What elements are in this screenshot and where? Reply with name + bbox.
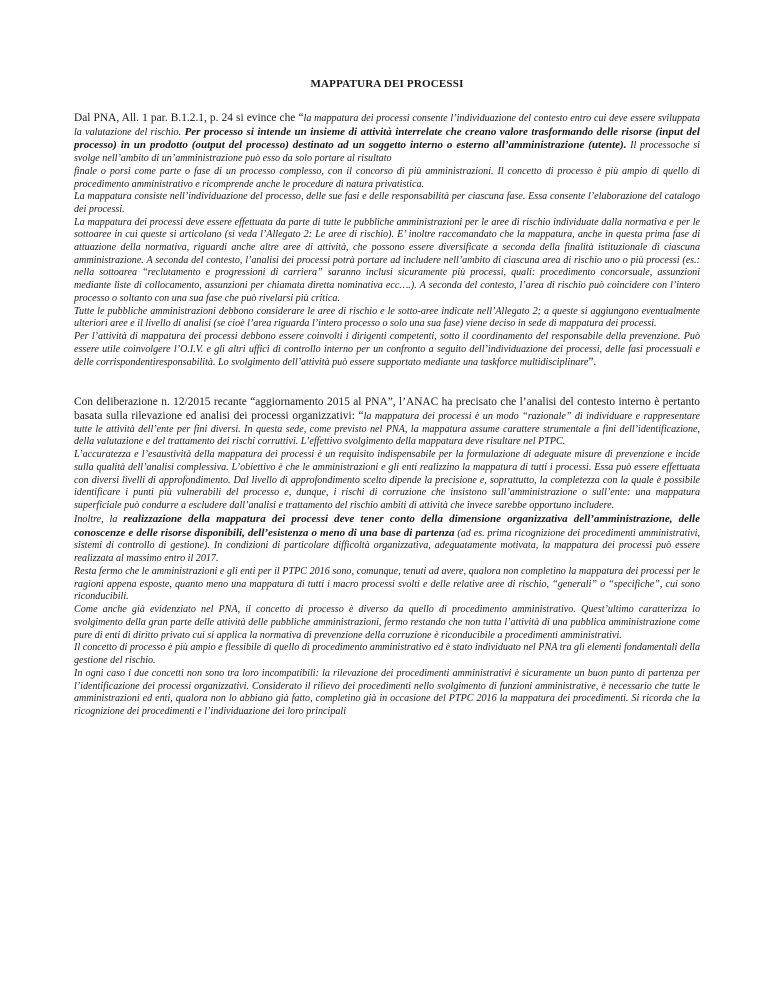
section1-lead: Dal PNA, All. 1 par. B.1.2.1, p. 24 si evince che “ bbox=[74, 112, 304, 124]
section2-paragraph-7: In ogni caso i due concetti non sono tra loro incompatibili: la rilevazione dei procedimenti amministrativi è sicuramente un buon punto di partenza per l’identificazione dei processi organizzativi. Considerato il rilievo dei procedimenti nello svolgimento di funzioni amministrative, è necessario che tutte le amministrazioni ed enti, qualora non lo abbiano già fatto, completino già in occasione del PTPC 2016 la mappatura dei procedimenti. Si ricorda che la ricognizione dei procedimenti e l’individuazione dei loro principali bbox=[74, 667, 700, 718]
section1-paragraph-4: Tutte le pubbliche amministrazioni debbono considerare le aree di rischio e le sotto-aree indicate nell’Allegato 2; a queste si aggiungono eventualmente ulteriori aree e il livello di analisi (se cioè l’area riguarda l’intero processo o solo una sua fase) viene deciso in sede di mappatura dei processi. bbox=[74, 305, 700, 330]
section2-p3-start: Inoltre, la bbox=[74, 513, 124, 525]
section1-intro: la mappatura dei processi consente l’individuazione del contesto entro cui deve essere sviluppata la valutazione del rischio. bbox=[74, 113, 701, 138]
section-gap bbox=[74, 370, 700, 396]
section2-lead: Con deliberazione n. 12/2015 recante “aggiornamento 2015 al PNA”, l’ANAC ha precisato che l’analisi del contesto interno è pertanto basata sulla rilevazione ed analisi dei processi organizzativi: “ bbox=[74, 396, 700, 422]
section2-paragraph-4: Resta fermo che le amministrazioni e gli enti per il PTPC 2016 sono, comunque, tenuti ad avere, qualora non completino la mappatura dei processi per le ragioni appena esposte, quanto meno una mappatura di tutti i macro processi svolti e delle relative aree di rischio, “generali” o “specifiche”, cui sono riconducibili. bbox=[74, 565, 700, 603]
section2-p3-end: (ad es. prima ricognizione dei procedimenti amministrativi, sistemi di controllo di gestione). In condizioni di particolare difficoltà organizzativa, adeguatamente motivata, la mappatura dei processi può essere realizzata al massimo entro il 2017. bbox=[74, 527, 700, 565]
section1-paragraph-1b: finale o porsi come parte o fase di un processo complesso, con il concorso di più amministrazioni. Il concetto di processo è più ampio di quello di procedimento amministrativo e ricomprende anche le procedure di natura privatistica. bbox=[74, 165, 700, 190]
section2-paragraph-5: Come anche già evidenziato nel PNA, il concetto di processo è diverso da quello di procedimento amministrativo. Quest’ultimo caratterizza lo svolgimento della gran parte delle attività delle pubbliche amministrazioni, fermo restando che non tutta l’attività di una pubblica amministrazione come pure di enti di diritto privato cui si applica la normativa di prevenzione della corruzione è riconducibile a procedimenti amministrativi. bbox=[74, 604, 700, 641]
document-page bbox=[74, 78, 700, 719]
section2-paragraph-3 bbox=[74, 513, 700, 566]
section1-paragraph-2: La mappatura consiste nell’individuazione del processo, delle sue fasi e delle responsabilità per ciascuna fase. Essa consente l’elaborazione del catalogo dei processi. bbox=[74, 191, 700, 215]
section2-lead-quote: la mappatura dei processi è un modo “razionale” di individuare e rappresentare tutte le attività dell’ente per fini diversi. In questa sede, come previsto nel PNA, la mappatura assume carattere strumentale a fini dell’identificazione, della valutazione e del trattamento dei rischi corruttivi. L’effettivo svolgimento della mappatura deve risultare nel PTPC. bbox=[74, 410, 701, 448]
section2-paragraph-2: L’accuratezza e l’esaustività della mappatura dei processi è un requisito indispensabile per la formulazione di adeguate misure di prevenzione e incide sulla qualità dell’analisi complessiva. L’obiettivo è che le amministrazioni e gli enti realizzino la mappatura di tutti i processi. Essa può essere effettuata con diversi livelli di approfondimento. Dal livello di approfondimento scelto dipende la precisione e, soprattutto, la completezza con la quale è possibile identificare i punti più vulnerabili del processo e, dunque, i rischi di corruzione che insistono sull’amministrazione o sull’ente: una mappatura superficiale può condurre a escludere dall’analisi e trattamento del rischio ambiti di attività che invece sarebbe opportuno includere. bbox=[74, 449, 700, 512]
section1-definition: Per processo si intende un insieme di attività interrelate che creano valore trasformando delle risorse (input del processo) in un prodotto (output del processo) destinato ad un soggetto interno o esterno all’amministrazione (utente). bbox=[74, 125, 700, 152]
section1-paragraph-5 bbox=[74, 331, 700, 370]
document-title: MAPPATURA DEI PROCESSI bbox=[310, 78, 464, 90]
section1-p5-end: ”. bbox=[588, 356, 597, 369]
section1-after-definition: Il processoche si svolge nell’ambito di un’amministrazione può esso da solo portare al risultato bbox=[74, 140, 700, 165]
section2-paragraph-6: Il concetto di processo è più ampio e flessibile di quello di procedimento amministrativo ed è stato individuato nel PNA tra gli elementi fondamentali della gestione del rischio. bbox=[74, 642, 700, 667]
section1-paragraph-3: La mappatura dei processi deve essere effettuata da parte di tutte le pubbliche amministrazioni per le aree di rischio individuate dalla normativa e per le sottoaree in cui queste si articolano (si veda l’Allegato 2: Le aree di rischio). E’ inoltre raccomandato che la mappatura, anche in questa prima fase di attuazione della normativa, riguardi anche altre aree di attività, che possono essere diversificate a seconda della finalità istituzionale di ciascuna amministrazione. A seconda del contesto, l’analisi dei processi potrà portare ad includere nell’ambito di ciascuna area di rischio uno o più processi (es.: nella sottoarea “reclutamento e progressioni di carriera” saranno inclusi sicuramente più processi, quali: procedimento concorsuale, assunzioni mediante liste di collocamento, assunzioni per chiamata diretta nominativa ecc….). A seconda del contesto, l’area di rischio può coincidere con l’intero processo o soltanto con una sua fase che può rivelarsi più critica. bbox=[74, 216, 700, 304]
section1-p5-text: Per l’attività di mappatura dei processi debbono essere coinvolti i dirigenti competenti, sotto il coordinamento del responsabile della prevenzione. Può essere utile coinvolgere l’O.I.V. e gli altri uffici di controllo interno per un confronto a seguito dell’individuazione dei processi, delle fasi processuali e delle corrispondentiresponsabilità. Lo svolgimento dell’attività può essere supportato mediante una taskforce multidisciplinare bbox=[74, 330, 700, 369]
section2-p3-bold: realizzazione della mappatura dei processi deve tener conto della dimensione organizzativa dell’amministrazione, delle conoscenze e delle risorse disponibili, dell’esistenza o meno di una base di partenza bbox=[74, 512, 700, 539]
section1-paragraph-1 bbox=[74, 112, 700, 166]
section2-paragraph-1 bbox=[74, 396, 700, 449]
